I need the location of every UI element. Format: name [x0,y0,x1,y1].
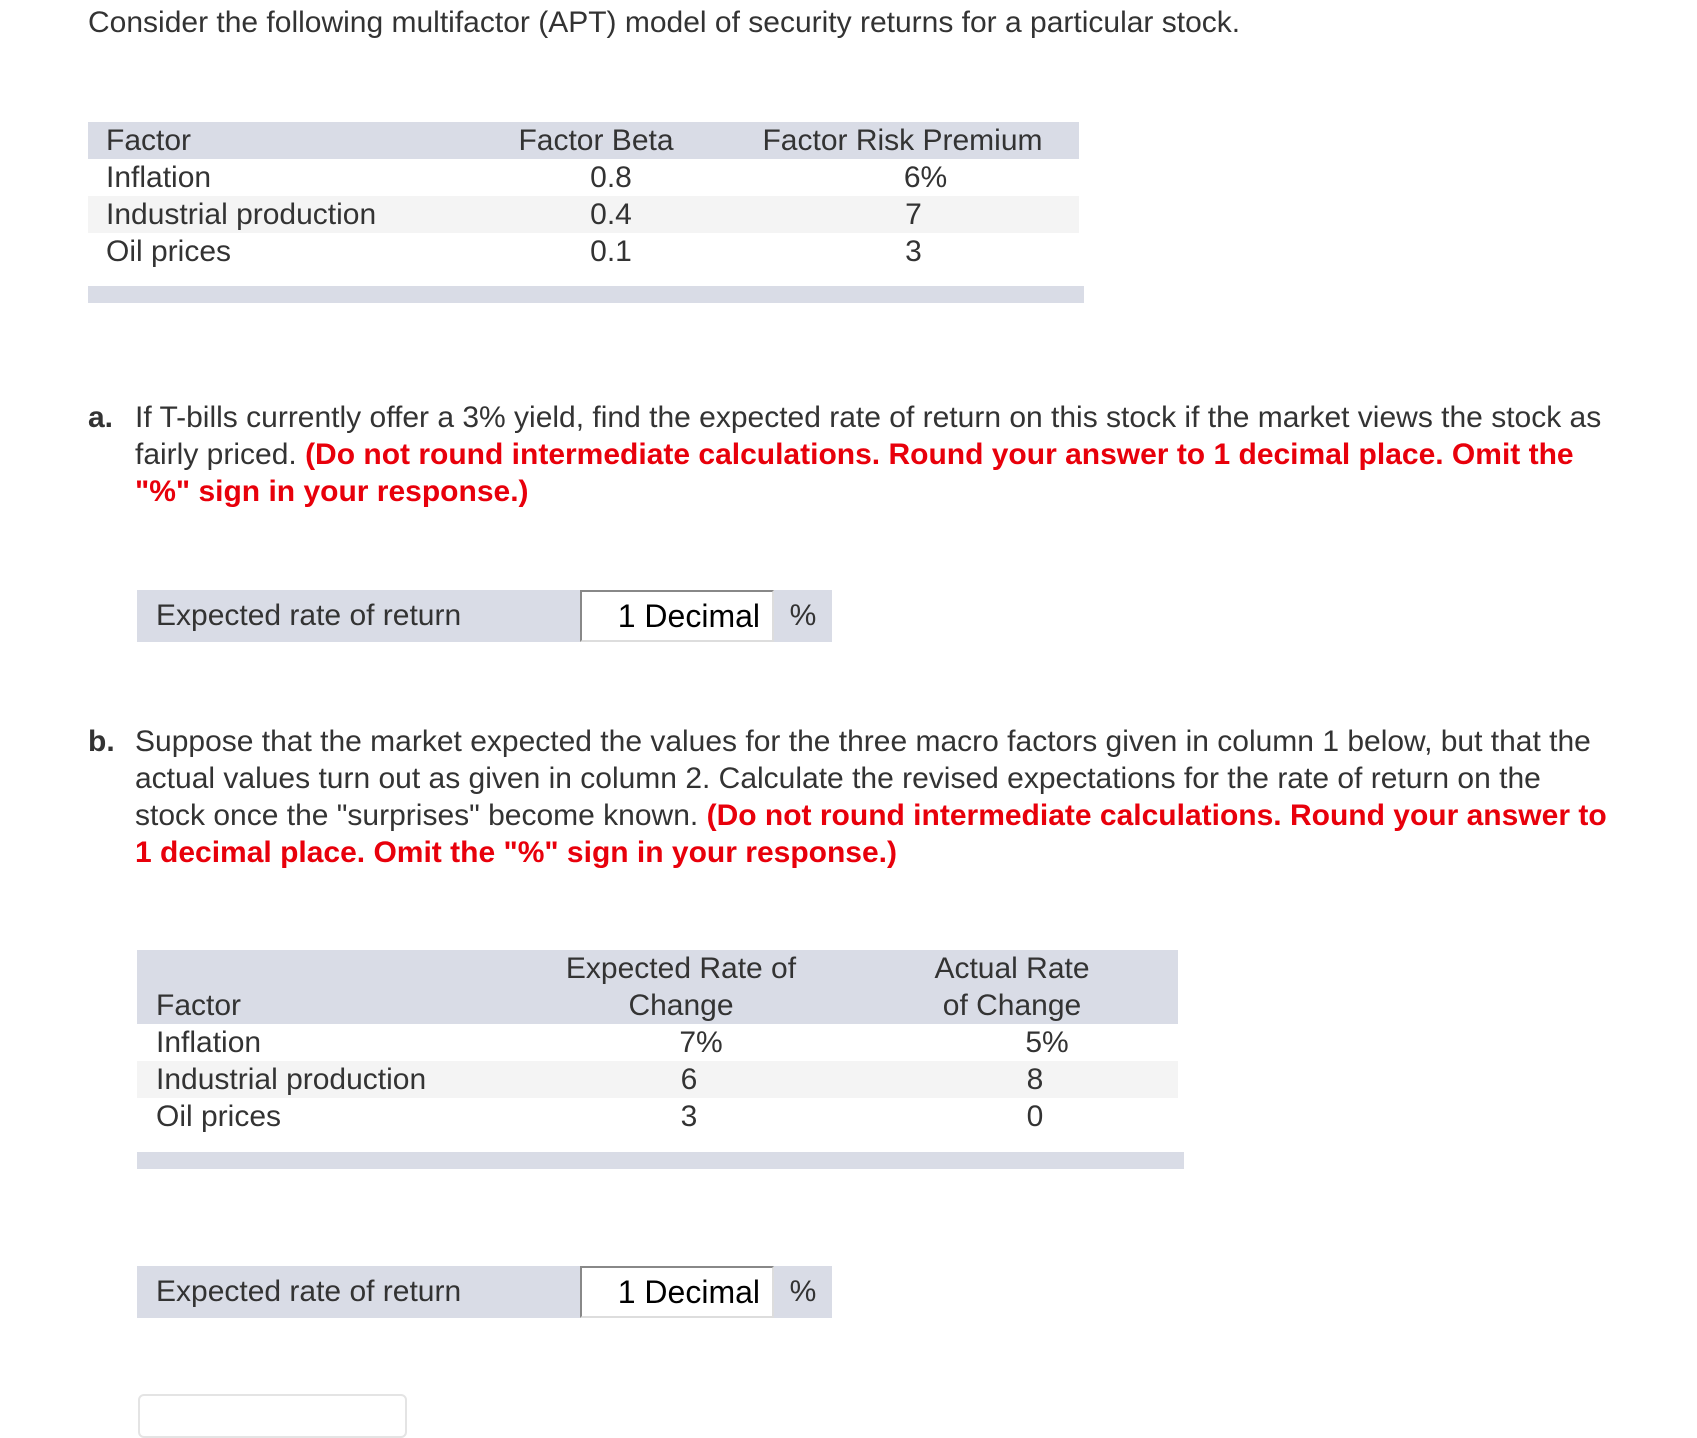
factor-name: Inflation [156,1026,262,1059]
table-row [137,1024,1178,1061]
factor-beta: 0.8 [590,161,632,194]
header-expected-rate: Expected Rate of Change [565,952,797,1022]
table-row [88,159,1079,196]
table-footer-bar [137,1152,1184,1169]
table-row [137,1098,1178,1135]
table-header-row [88,122,1079,159]
answer-row-b [137,1266,832,1318]
header-factor-beta: Factor Beta [518,124,674,157]
expected-rate: 7% [679,1026,723,1059]
question-b-instruction: (Do not round intermediate calculations. Round your answer to 1 decimal place. Omit the "%" sign in your response.) [135,799,1607,869]
table-row [88,196,1079,233]
answer-a-label: Expected rate of return [137,590,580,642]
question-a-instruction: (Do not round intermediate calculations. Round your answer to 1 decimal place. Omit the "%" sign in your response.) [135,438,1574,508]
header-factor: Factor [156,989,242,1022]
header-factor: Factor [106,124,192,157]
partially-visible-button[interactable] [138,1394,407,1438]
answer-b-input[interactable] [580,1266,774,1318]
question-a [88,399,1608,510]
actual-rate: 0 [1026,1100,1044,1133]
factor-name: Industrial production [156,1063,427,1096]
factor-name: Inflation [106,161,212,194]
answer-a-unit: % [774,590,832,642]
table-row [88,233,1079,270]
table-footer-bar [88,286,1084,303]
factor-name: Oil prices [106,235,232,268]
answer-row-a [137,590,832,642]
factor-surprise-table [137,950,1178,1135]
expected-rate: 6 [680,1063,698,1096]
answer-b-label: Expected rate of return [137,1266,580,1318]
actual-rate: 5% [1025,1026,1069,1059]
factor-name: Industrial production [106,198,377,231]
header-actual-rate: Actual Rate of Change [934,952,1090,1022]
question-b-text: Suppose that the market expected the values for the three macro factors given in column 1 below, but that the actual values turn out as given in column 2. Calculate the revised expectations for the rate of return on the stock once the "surprises" become known. [135,725,1591,832]
answer-a-input[interactable] [580,590,774,642]
factor-name: Oil prices [156,1100,282,1133]
risk-premium: 6% [903,161,948,194]
factor-beta: 0.1 [590,235,632,268]
header-risk-premium: Factor Risk Premium [762,124,1043,157]
table-header-row [137,950,1178,1024]
risk-premium: 7 [905,198,922,231]
risk-premium: 3 [905,235,922,268]
question-a-text: If T-bills currently offer a 3% yield, find the expected rate of return on this stock if the market views the stock as fairly priced. [135,401,1602,471]
answer-b-unit: % [774,1266,832,1318]
intro-text: Consider the following multifactor (APT) model of security returns for a particular stock. [88,6,1241,39]
actual-rate: 8 [1026,1063,1044,1096]
question-b [88,723,1608,871]
expected-rate: 3 [680,1100,698,1133]
table-row [137,1061,1178,1098]
question-b-label: b. [88,725,115,758]
question-a-label: a. [88,401,114,434]
factor-beta: 0.4 [590,198,632,231]
factor-beta-table [88,122,1079,270]
